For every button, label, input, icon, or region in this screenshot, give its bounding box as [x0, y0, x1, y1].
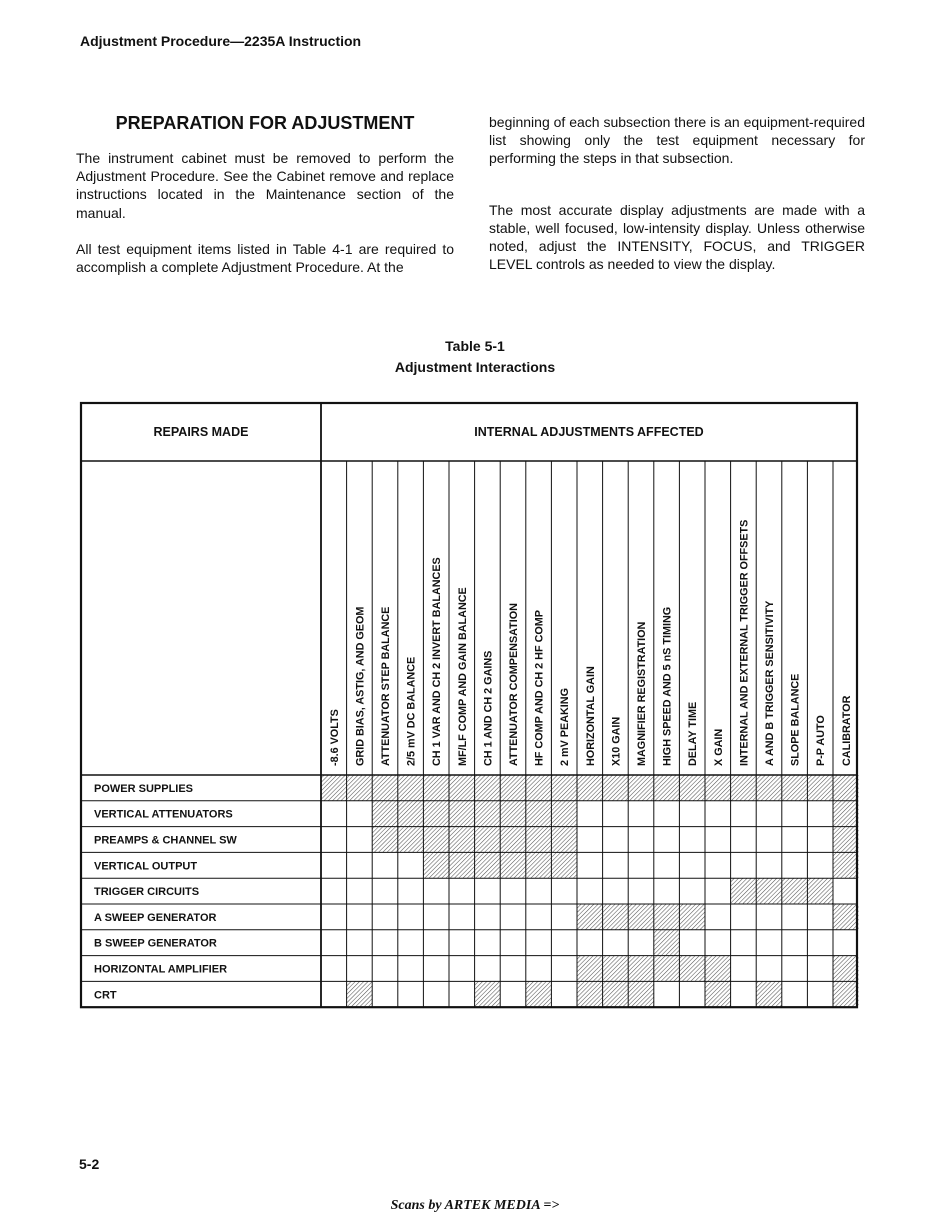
column-header: ATTENUATOR STEP BALANCE — [380, 606, 392, 766]
affected-cell — [551, 827, 577, 853]
column-header: -8.6 VOLTS — [328, 709, 341, 766]
affected-cell — [731, 878, 757, 904]
affected-cell — [526, 775, 552, 801]
column-header: X GAIN — [712, 728, 725, 766]
affected-cell — [500, 801, 526, 827]
affected-cell — [372, 801, 398, 827]
affected-cell — [833, 904, 859, 930]
column-header: GRID BIAS, ASTIG, AND GEOM — [354, 606, 367, 766]
affected-cell — [526, 801, 552, 827]
affected-cell — [628, 775, 654, 801]
table-title: Adjustment Interactions — [394, 359, 556, 375]
affected-cell — [500, 852, 526, 878]
affected-cell — [475, 981, 501, 1007]
column-header: INTERNAL AND EXTERNAL TRIGGER OFFSETS — [738, 519, 751, 766]
column-header: SLOPE BALANCE — [789, 673, 802, 766]
affected-cell — [679, 904, 705, 930]
row-label: VERTICAL ATTENUATORS — [94, 808, 233, 821]
affected-cell — [449, 852, 475, 878]
affected-cell — [705, 981, 731, 1007]
affected-cell — [449, 775, 475, 801]
affected-cell — [756, 981, 782, 1007]
paragraph-display-adjust: The most accurate display adjustments are made with a stable, well focused, low-intensity display. Unless otherwise noted, adjust the INTENSITY, FOCUS, and TRIGGER LEVEL controls as needed to view the display. — [489, 201, 865, 273]
affected-cell — [551, 775, 577, 801]
column-header: 2 mV PEAKING — [559, 688, 572, 766]
column-header: CH 1 AND CH 2 GAINS — [482, 650, 495, 766]
affected-cell — [628, 904, 654, 930]
affected-cell — [551, 801, 577, 827]
affected-cell — [449, 801, 475, 827]
affected-cell — [603, 775, 629, 801]
affected-cell — [500, 827, 526, 853]
column-header: 2/5 mV DC BALANCE — [405, 656, 418, 766]
header-adjustments-affected: INTERNAL ADJUSTMENTS AFFECTED — [474, 425, 704, 439]
affected-cell — [603, 981, 629, 1007]
column-header: MAGNIFIER REGISTRATION — [636, 621, 648, 766]
affected-cell — [423, 775, 449, 801]
affected-cell — [833, 827, 859, 853]
affected-cell — [782, 878, 808, 904]
affected-cell — [449, 827, 475, 853]
affected-cell — [577, 775, 603, 801]
affected-cell — [731, 775, 757, 801]
affected-cell — [833, 775, 859, 801]
affected-cell — [782, 775, 808, 801]
column-header: ATTENUATOR COMPENSATION — [508, 603, 520, 766]
affected-cell — [321, 775, 347, 801]
affected-cell — [526, 827, 552, 853]
row-label: CRT — [94, 989, 117, 1002]
affected-cell — [347, 775, 373, 801]
affected-cell — [833, 801, 859, 827]
affected-cell — [500, 775, 526, 801]
paragraph-test-equipment: All test equipment items listed in Table 4-1 are required to accomplish a complete Adjustment Procedure. At the — [76, 240, 454, 276]
affected-cell — [526, 981, 552, 1007]
affected-cell — [756, 775, 782, 801]
header-repairs-made: REPAIRS MADE — [153, 425, 249, 439]
row-label: TRIGGER CIRCUITS — [94, 886, 200, 899]
affected-cell — [475, 852, 501, 878]
paragraph-cabinet: The instrument cabinet must be removed to perform the Adjustment Procedure. See the Cabinet remove and replace instructions located in the Maintenance section of the manual. — [76, 150, 454, 221]
affected-cell — [475, 827, 501, 853]
page-number: 5-2 — [79, 1156, 100, 1172]
column-header: MF/LF COMP AND GAIN BALANCE — [456, 587, 469, 766]
table-number: Table 5-1 — [445, 338, 505, 354]
column-header: HORIZONTAL GAIN — [584, 666, 597, 766]
affected-cell — [833, 852, 859, 878]
affected-cell — [372, 827, 398, 853]
affected-cell — [398, 827, 424, 853]
affected-cell — [654, 904, 680, 930]
affected-cell — [756, 878, 782, 904]
affected-cell — [475, 801, 501, 827]
scan-credit: Scans by ARTEK MEDIA => — [390, 1198, 560, 1213]
affected-cell — [398, 775, 424, 801]
affected-cell — [398, 801, 424, 827]
row-label: POWER SUPPLIES — [94, 782, 194, 795]
column-header: P-P AUTO — [815, 715, 828, 766]
page-header: Adjustment Procedure—2235A Instruction — [80, 33, 362, 49]
row-label: HORIZONTAL AMPLIFIER — [94, 963, 228, 976]
column-header: CH 1 VAR AND CH 2 INVERT BALANCES — [431, 557, 444, 766]
affected-cell — [628, 981, 654, 1007]
affected-cell — [423, 852, 449, 878]
affected-cell — [654, 775, 680, 801]
affected-cell — [475, 775, 501, 801]
affected-cell — [526, 852, 552, 878]
affected-cell — [423, 801, 449, 827]
row-label: B SWEEP GENERATOR — [94, 937, 217, 950]
affected-cell — [603, 956, 629, 982]
column-header: CALIBRATOR — [840, 695, 853, 766]
column-header: A AND B TRIGGER SENSITIVITY — [764, 600, 776, 766]
affected-cell — [628, 956, 654, 982]
paragraph-subsection: beginning of each subsection there is an equipment-required list showing only the test equipment necessary for performing the steps in that subsection. — [489, 114, 865, 167]
row-label: PREAMPS & CHANNEL SW — [94, 834, 237, 847]
column-header: HF COMP AND CH 2 HF COMP — [533, 610, 546, 766]
affected-cell — [423, 827, 449, 853]
affected-cell — [577, 956, 603, 982]
affected-cell — [679, 775, 705, 801]
affected-cell — [654, 956, 680, 982]
row-label: A SWEEP GENERATOR — [94, 911, 217, 924]
affected-cell — [833, 956, 859, 982]
affected-cell — [679, 956, 705, 982]
affected-cell — [807, 775, 833, 801]
affected-cell — [807, 878, 833, 904]
affected-cell — [347, 981, 373, 1007]
section-title: PREPARATION FOR ADJUSTMENT — [115, 113, 415, 133]
affected-cell — [833, 981, 859, 1007]
affected-cell — [577, 981, 603, 1007]
column-header: X10 GAIN — [610, 716, 623, 766]
affected-cell — [551, 852, 577, 878]
affected-cell — [372, 775, 398, 801]
affected-cell — [705, 956, 731, 982]
row-label: VERTICAL OUTPUT — [94, 860, 198, 873]
affected-cell — [577, 904, 603, 930]
column-header: HIGH SPEED AND 5 nS TIMING — [661, 606, 674, 766]
affected-cell — [603, 904, 629, 930]
column-header: DELAY TIME — [687, 701, 700, 766]
affected-cell — [654, 930, 680, 956]
affected-cell — [705, 775, 731, 801]
